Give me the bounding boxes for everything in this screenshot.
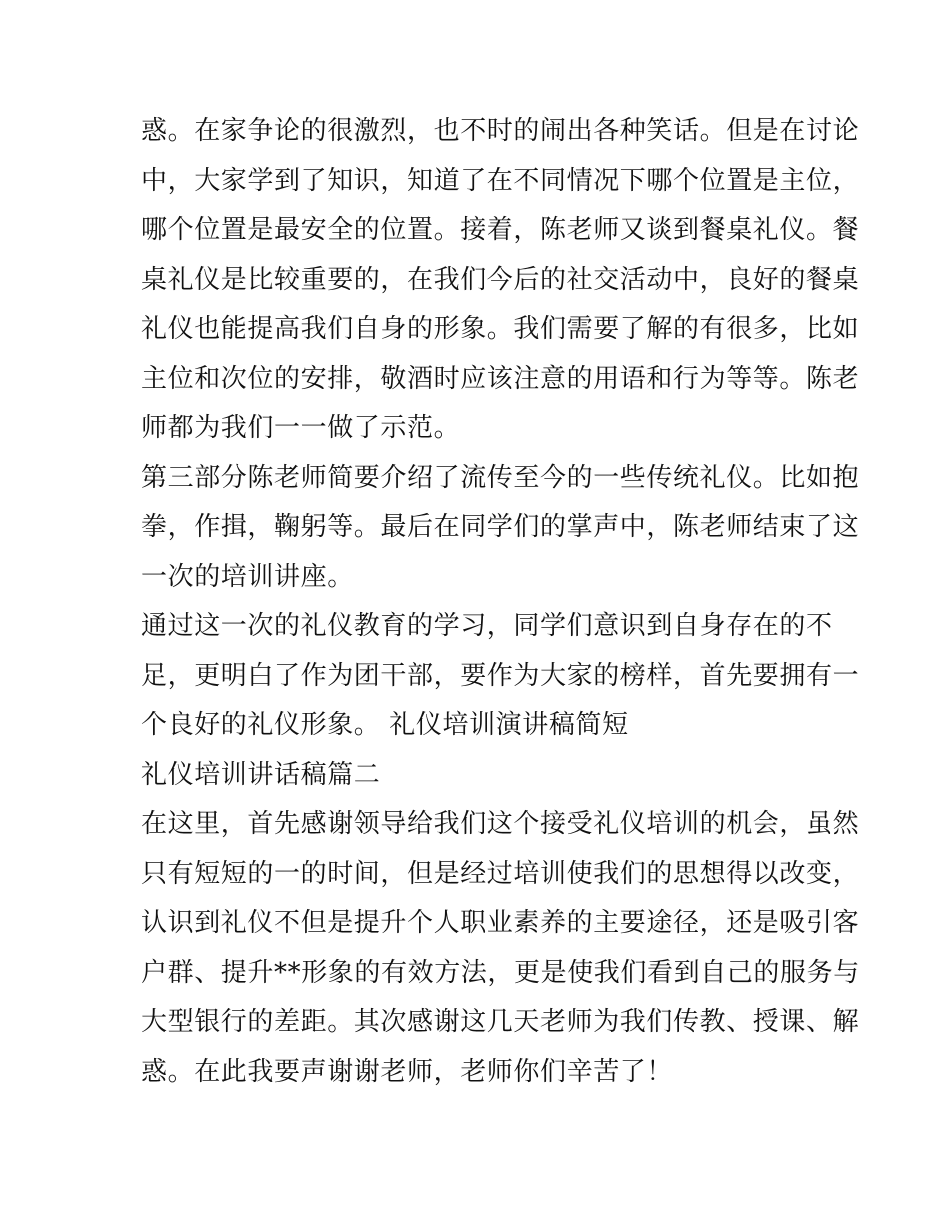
text-line: 拳，作揖，鞠躬等。最后在同学们的掌声中，陈老师结束了这: [141, 512, 860, 542]
text-line: 只有短短的一的时间，但是经过培训使我们的思想得以改变，: [141, 858, 860, 889]
text-line: 主位和次位的安排，敬酒时应该注意的用语和行为等等。陈老: [141, 363, 860, 394]
text-line: 中，大家学到了知识，知道了在不同情况下哪个位置是主位，: [141, 165, 860, 196]
text-line: 个良好的礼仪形象。 礼仪培训演讲稿简短: [141, 710, 629, 740]
text-line: 惑。在此我要声谢谢老师，老师你们辛苦了！: [141, 1056, 674, 1087]
document-body: [141, 107, 860, 1097]
text-line: 通过这一次的礼仪教育的学习，同学们意识到自身存在的不: [141, 611, 833, 641]
text-line: 桌礼仪是比较重要的，在我们今后的社交活动中，良好的餐桌: [141, 264, 860, 295]
text-line: 礼仪也能提高我们自身的形象。我们需要了解的有很多，比如: [141, 314, 860, 344]
text-line: 哪个位置是最安全的位置。接着，陈老师又谈到餐桌礼仪。餐: [141, 215, 860, 245]
section-heading: 礼仪培训讲话稿篇二: [141, 759, 381, 790]
text-line: 大型银行的差距。其次感谢这几天老师为我们传教、授课、解: [141, 1007, 860, 1037]
text-line: 户群、提升**形象的有效方法，更是使我们看到自己的服务与: [141, 957, 860, 988]
text-line: 在这里，首先感谢领导给我们这个接受礼仪培训的机会，虽然: [141, 809, 860, 839]
text-line: 师都为我们一一做了示范。: [141, 413, 461, 443]
text-line: 一次的培训讲座。: [141, 561, 354, 592]
text-line: 第三部分陈老师简要介绍了流传至今的一些传统礼仪。比如抱: [141, 462, 860, 493]
text-line: 认识到礼仪不但是提升个人职业素养的主要途径，还是吸引客: [141, 908, 860, 938]
text-line: 足，更明白了作为团干部，要作为大家的榜样，首先要拥有一: [141, 660, 860, 691]
text-line: 惑。在家争论的很激烈，也不时的闹出各种笑话。但是在讨论: [141, 116, 860, 146]
